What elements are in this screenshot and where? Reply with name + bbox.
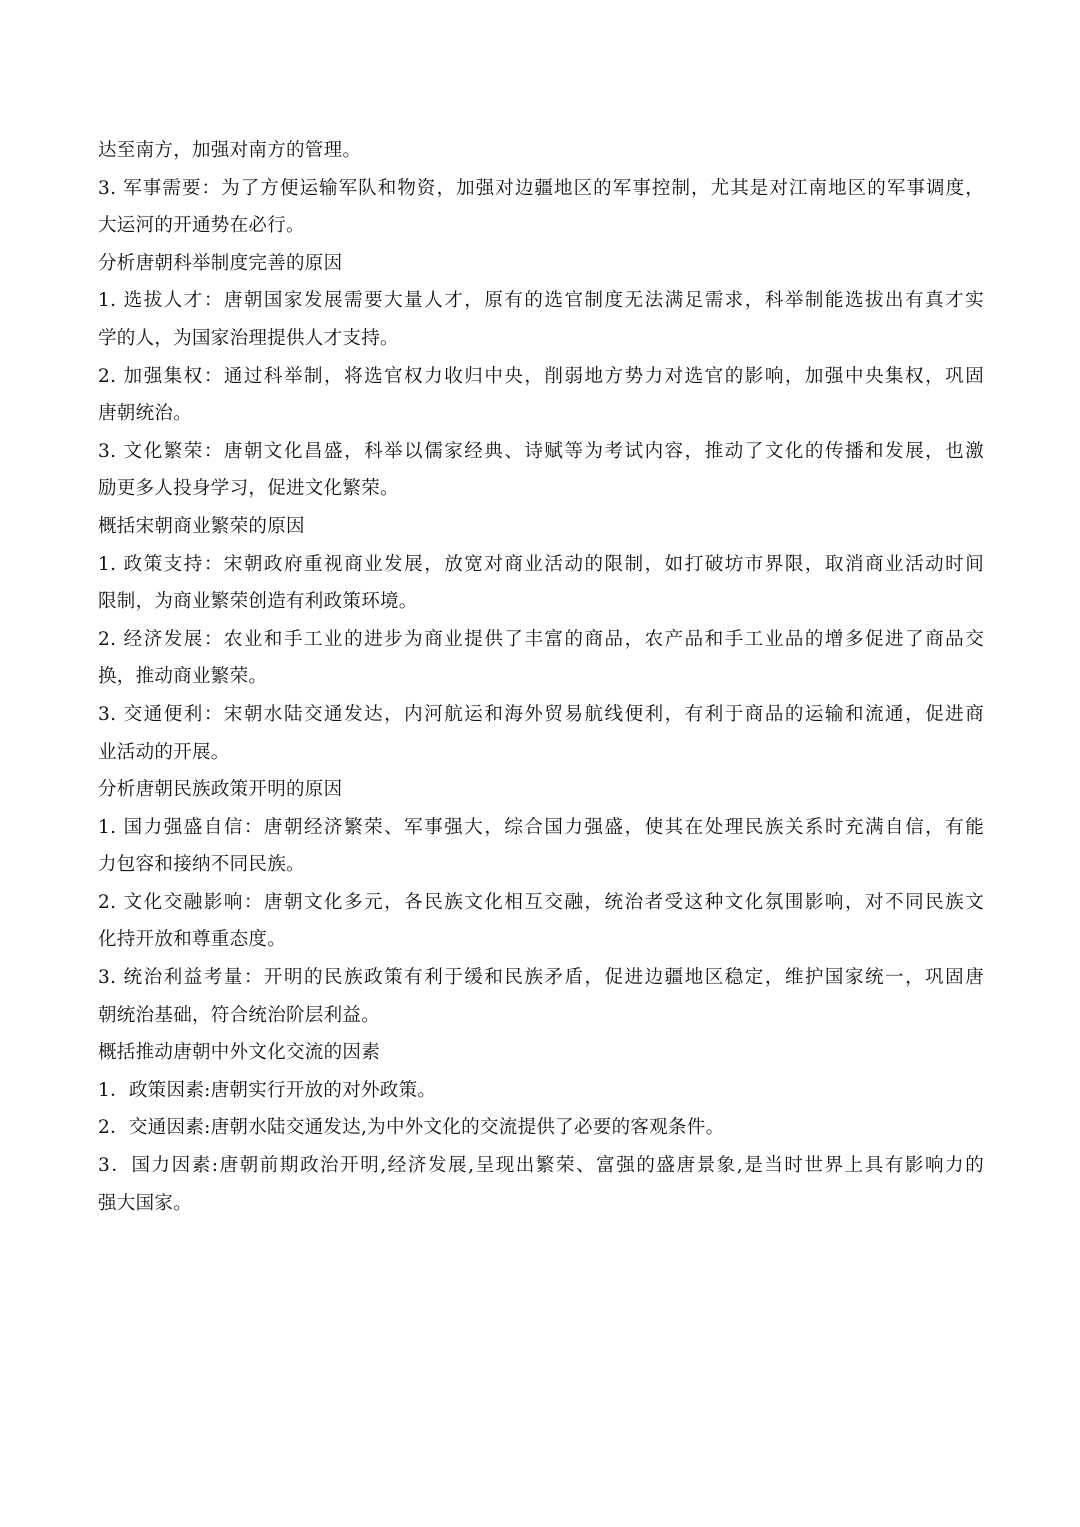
text-line: 2. 文化交融影响：唐朝文化多元，各民族文化相互交融，统治者受这种文化氛围影响，对不同民族文	[98, 891, 984, 913]
text-line: 2. 经济发展：农业和手工业的进步为商业提供了丰富的商品，农产品和手工业品的增多促进了商品交	[98, 628, 984, 650]
text-line: 业活动的开展。	[98, 741, 230, 763]
text-line: 概括宋朝商业繁荣的原因	[98, 515, 305, 537]
text-line: 唐朝统治。	[98, 403, 193, 425]
document-body	[98, 132, 984, 1222]
text-line: 励更多人投身学习，促进文化繁荣。	[98, 478, 399, 500]
text-line: 强大国家。	[98, 1192, 193, 1214]
text-line: 化持开放和尊重态度。	[98, 929, 287, 951]
text-line: 3. 交通便利：宋朝水陆交通发达，内河航运和海外贸易航线便利，有利于商品的运输和流通，促进商	[98, 703, 984, 725]
text-line: 1. 政策支持：宋朝政府重视商业发展，放宽对商业活动的限制，如打破坊市界限，取消商业活动时间	[98, 553, 984, 575]
text-line: 力包容和接纳不同民族。	[98, 854, 305, 876]
text-line: 1. 选拔人才：唐朝国家发展需要大量人才，原有的选官制度无法满足需求，科举制能选拔出有真才实	[98, 290, 984, 312]
text-line: 3. 文化繁荣：唐朝文化昌盛，科举以儒家经典、诗赋等为考试内容，推动了文化的传播和发展，也激	[98, 440, 984, 462]
text-line: 3．国力因素:唐朝前期政治开明,经济发展,呈现出繁荣、富强的盛唐景象,是当时世界上具有影响力的	[98, 1155, 984, 1177]
text-line: 分析唐朝民族政策开明的原因	[98, 779, 343, 801]
text-line: 分析唐朝科举制度完善的原因	[98, 252, 343, 274]
text-line: 朝统治基础，符合统治阶层利益。	[98, 1004, 381, 1026]
text-line: 1．政策因素:唐朝实行开放的对外政策。	[98, 1079, 437, 1101]
text-line: 概括推动唐朝中外文化交流的因素	[98, 1042, 381, 1064]
text-line: 2. 加强集权：通过科举制，将选官权力收归中央，削弱地方势力对选官的影响，加强中央集权，巩固	[98, 365, 984, 387]
text-line: 限制，为商业繁荣创造有利政策环境。	[98, 591, 418, 613]
text-line: 1. 国力强盛自信：唐朝经济繁荣、军事强大，综合国力强盛，使其在处理民族关系时充满自信，有能	[98, 816, 984, 838]
text-line: 学的人，为国家治理提供人才支持。	[98, 327, 399, 349]
text-line: 3. 军事需要：为了方便运输军队和物资，加强对边疆地区的军事控制，尤其是对江南地区的军事调度，	[98, 177, 984, 199]
text-line: 达至南方，加强对南方的管理。	[98, 140, 362, 161]
text-line: 3. 统治利益考量：开明的民族政策有利于缓和民族矛盾，促进边疆地区稳定，维护国家统一，巩固唐	[98, 967, 984, 989]
text-line: 换，推动商业繁荣。	[98, 666, 268, 688]
text-line: 2．交通因素:唐朝水陆交通发达,为中外文化的交流提供了必要的客观条件。	[98, 1117, 725, 1139]
text-line: 大运河的开通势在必行。	[98, 215, 305, 237]
